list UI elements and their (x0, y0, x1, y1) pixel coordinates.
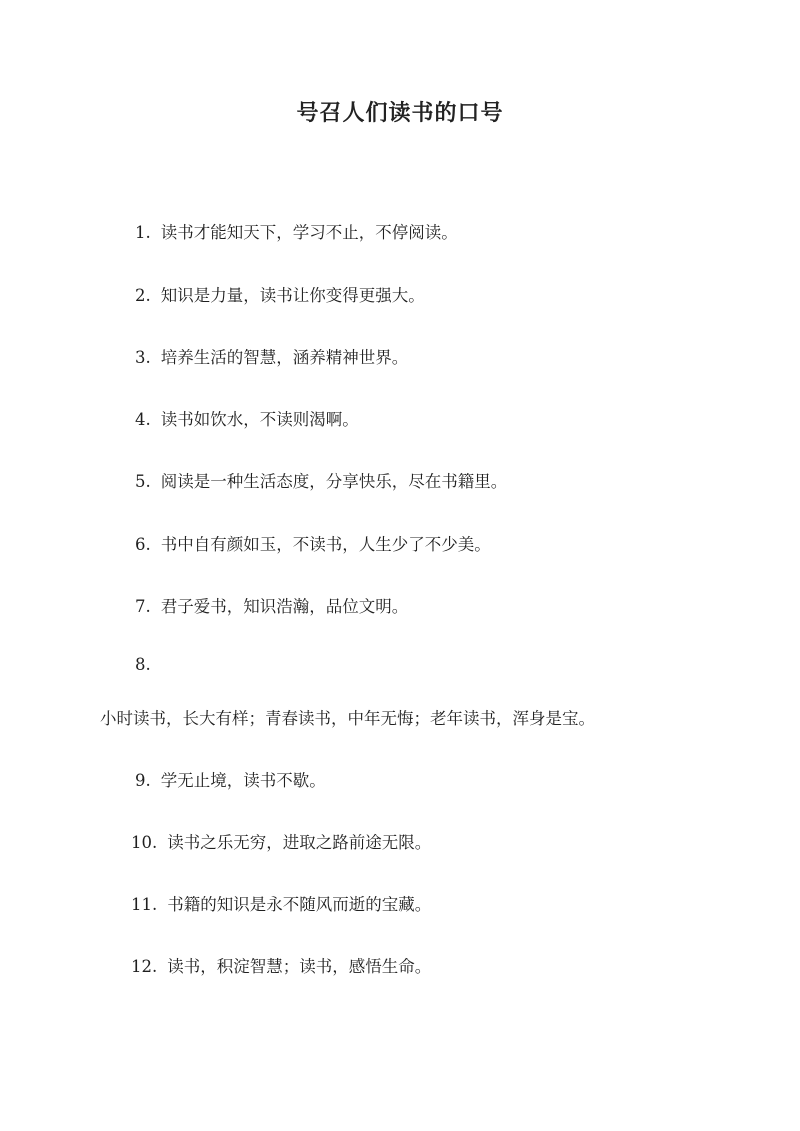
item-text: 书籍的知识是永不随风而逝的宝藏。 (167, 895, 432, 914)
slogan-item-1 (135, 219, 458, 243)
slogan-item-8-number: 8. (135, 655, 151, 674)
slogan-item-7 (135, 593, 408, 617)
item-text: 读书，积淀智慧；读书，感悟生命。 (167, 957, 432, 976)
item-number: 6. (135, 535, 151, 554)
slogan-item-2 (135, 282, 425, 306)
slogan-item-6 (135, 531, 491, 555)
slogan-item-9 (135, 767, 326, 791)
item-number: 2. (135, 286, 151, 305)
slogan-item-12 (131, 953, 431, 977)
item-number: 11. (131, 895, 158, 914)
item-number: 3. (135, 348, 151, 367)
slogan-item-8-text: 小时读书，长大有样；青春读书，中年无悔；老年读书，浑身是宝。 (100, 709, 595, 728)
slogan-item-11 (131, 891, 431, 915)
item-text: 读书才能知天下，学习不止，不停阅读。 (160, 223, 458, 242)
item-text: 培养生活的智慧，涵养精神世界。 (160, 348, 409, 367)
slogan-item-10 (131, 829, 431, 853)
item-text: 知识是力量，读书让你变得更强大。 (160, 286, 425, 305)
item-number: 7. (135, 597, 151, 616)
item-number: 10. (131, 833, 158, 852)
item-number: 5. (135, 472, 151, 491)
item-text: 学无止境，读书不歇。 (160, 771, 326, 790)
item-text: 君子爱书，知识浩瀚，品位文明。 (160, 597, 409, 616)
slogan-item-5 (135, 468, 507, 492)
item-number: 9. (135, 771, 151, 790)
item-text: 读书之乐无穷，进取之路前途无限。 (167, 833, 432, 852)
slogan-item-3 (135, 344, 408, 368)
document-title: 号召人们读书的口号 (296, 100, 504, 126)
item-number: 4. (135, 410, 151, 429)
item-text: 读书如饮水，不读则渴啊。 (160, 410, 359, 429)
item-text: 阅读是一种生活态度，分享快乐，尽在书籍里。 (160, 472, 508, 491)
item-number: 1. (135, 223, 151, 242)
slogan-item-4 (135, 406, 359, 430)
item-number: 12. (131, 957, 158, 976)
item-text: 书中自有颜如玉，不读书，人生少了不少美。 (160, 535, 491, 554)
